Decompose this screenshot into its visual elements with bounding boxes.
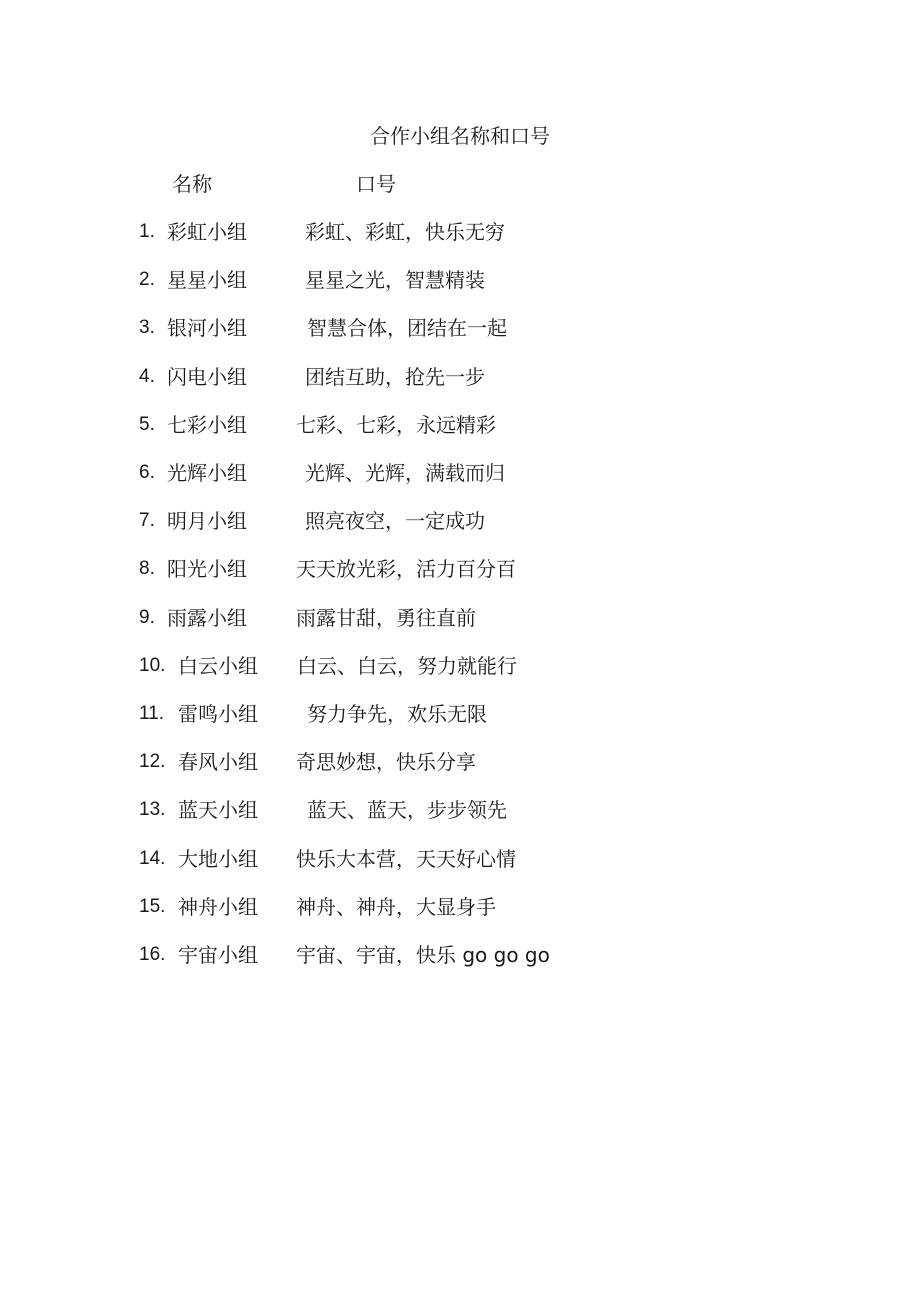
list-item bbox=[0, 844, 920, 874]
group-name: 银河小组 bbox=[167, 316, 247, 341]
item-number: 15. bbox=[139, 895, 166, 917]
group-name: 星星小组 bbox=[167, 268, 247, 293]
group-slogan: 光辉、光辉，满载而归 bbox=[305, 461, 505, 485]
item-number: 7. bbox=[139, 510, 155, 532]
title-text: 合作小组名称和口号 bbox=[370, 124, 550, 148]
item-number: 1. bbox=[139, 221, 155, 242]
list-item bbox=[0, 651, 920, 681]
group-slogan: 七彩、七彩，永远精彩 bbox=[296, 412, 496, 437]
column-header-name: 名称 bbox=[172, 172, 212, 196]
group-slogan: 天天放光彩，活力百分百 bbox=[296, 557, 516, 582]
list-item bbox=[0, 265, 920, 295]
group-slogan: 白云、白云，努力就能行 bbox=[297, 653, 517, 678]
item-number: 13. bbox=[139, 799, 166, 821]
list-item bbox=[0, 410, 920, 440]
group-name: 明月小组 bbox=[167, 509, 247, 534]
item-number: 8. bbox=[139, 558, 155, 580]
group-slogan: 智慧合体，团结在一起 bbox=[307, 316, 507, 341]
item-number: 16. bbox=[139, 944, 166, 965]
group-name: 彩虹小组 bbox=[167, 220, 247, 244]
group-name: 宇宙小组 bbox=[178, 943, 258, 967]
item-number: 6. bbox=[139, 462, 155, 483]
group-slogan: 星星之光，智慧精装 bbox=[305, 268, 485, 293]
group-name: 大地小组 bbox=[178, 846, 258, 871]
group-name: 春风小组 bbox=[178, 750, 258, 775]
group-slogan: 宇宙、宇宙，快乐 go go go bbox=[296, 943, 550, 967]
item-number: 5. bbox=[139, 413, 155, 435]
group-slogan: 团结互助，抢先一步 bbox=[305, 364, 485, 389]
group-name: 阳光小组 bbox=[167, 557, 247, 582]
item-number: 4. bbox=[139, 365, 155, 387]
item-number: 11. bbox=[139, 703, 165, 724]
list-item bbox=[0, 506, 920, 536]
list-item bbox=[0, 795, 920, 825]
group-slogan: 蓝天、蓝天，步步领先 bbox=[307, 798, 507, 823]
group-slogan: 快乐大本营，天天好心情 bbox=[296, 846, 516, 871]
group-slogan: 努力争先，欢乐无限 bbox=[307, 702, 487, 726]
group-slogan: 彩虹、彩虹，快乐无穷 bbox=[305, 220, 505, 244]
group-slogan: 照亮夜空，一定成功 bbox=[305, 509, 485, 534]
group-slogan: 雨露甘甜，勇往直前 bbox=[296, 605, 476, 630]
list-item bbox=[0, 554, 920, 584]
group-name: 雨露小组 bbox=[167, 605, 247, 630]
group-name: 闪电小组 bbox=[167, 364, 247, 389]
list-item bbox=[0, 603, 920, 633]
item-number: 12. bbox=[139, 751, 166, 773]
item-number: 9. bbox=[139, 606, 155, 628]
list-item bbox=[0, 458, 920, 488]
list-item bbox=[0, 699, 920, 729]
item-number: 14. bbox=[139, 847, 166, 869]
group-name: 光辉小组 bbox=[167, 461, 247, 485]
column-header-slogan: 口号 bbox=[356, 172, 396, 196]
item-number: 10. bbox=[139, 654, 166, 676]
list-item bbox=[0, 313, 920, 343]
list-item bbox=[0, 940, 920, 970]
group-name: 七彩小组 bbox=[167, 412, 247, 437]
group-name: 雷鸣小组 bbox=[178, 702, 258, 726]
list-item bbox=[0, 892, 920, 922]
group-slogan: 奇思妙想，快乐分享 bbox=[296, 750, 476, 775]
list-item bbox=[0, 747, 920, 777]
item-number: 3. bbox=[139, 317, 155, 339]
list-item bbox=[0, 217, 920, 247]
group-name: 蓝天小组 bbox=[178, 798, 258, 823]
list-item bbox=[0, 362, 920, 392]
item-number: 2. bbox=[139, 269, 155, 291]
page-title bbox=[0, 122, 920, 150]
group-name: 神舟小组 bbox=[178, 894, 258, 919]
group-name: 白云小组 bbox=[178, 653, 258, 678]
group-slogan: 神舟、神舟，大显身手 bbox=[296, 894, 496, 919]
